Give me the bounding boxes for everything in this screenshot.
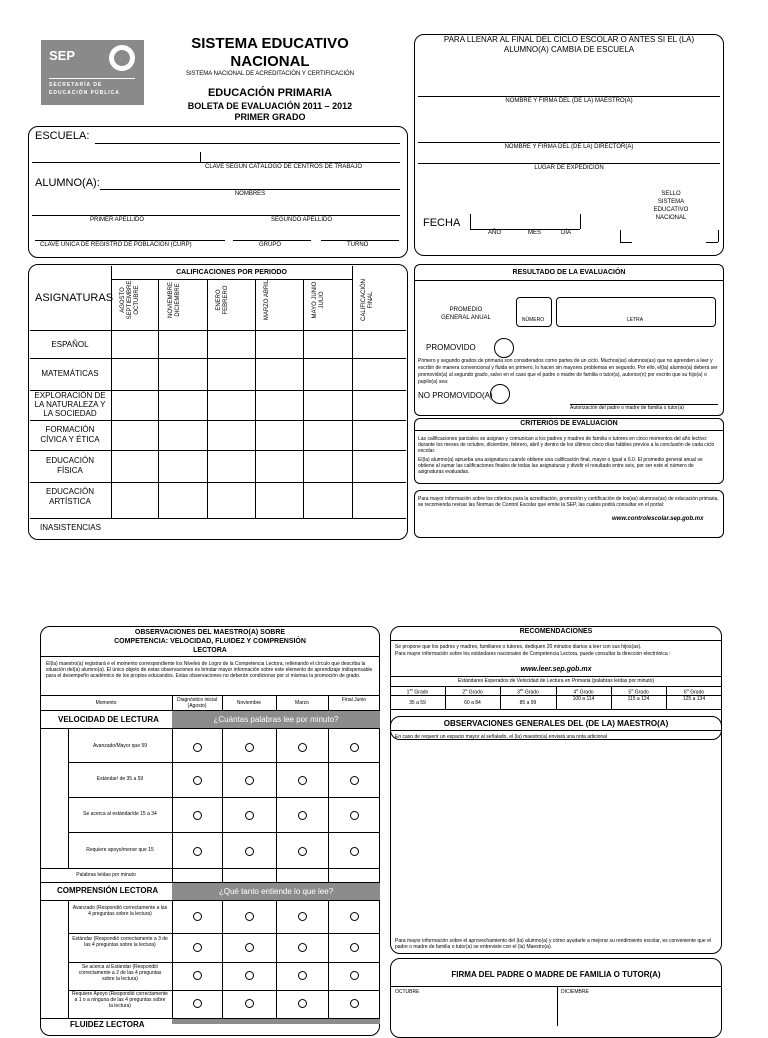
- stamp-label: SELLO SISTEMA EDUCATIVO NACIONAL: [653, 191, 689, 221]
- day-label: DÍA: [561, 230, 572, 236]
- words-per-minute-label: Palabras leídas por minuto: [76, 872, 136, 878]
- speed-circle[interactable]: [245, 743, 254, 752]
- speed-circle[interactable]: [298, 847, 307, 856]
- sep-subtitle-2: EDUCACIÓN PÚBLICA: [49, 90, 120, 96]
- grade-number: 5: [628, 689, 632, 696]
- curp-label: CLAVE ÚNICA DE REGISTRO DE POBLACIÓN (CURP): [40, 242, 192, 248]
- shift-label: TURNO: [347, 242, 369, 248]
- grade-word: Grado: [468, 689, 483, 696]
- criteria-text-1: Las calificaciones parciales se asignan y comunican a los padres y madres de familia o tutores en cinco momentos del año lectivo: durante los meses de octubre, diciembre, febrero, abril y dentro de los últimos cinco días hábiles previos a la conclusión de cada ciclo escolar.: [418, 436, 715, 454]
- grade-6: [666, 687, 722, 696]
- observations-title: OBSERVACIONES DEL MAESTRO(A) SOBRE COMPETENCIA: VELOCIDAD, FLUIDEZ Y COMPRENSIÓN LECTORA: [114, 629, 306, 654]
- promotion-note: Primero y segundo grados de primaria son considerados como partes de un ciclo. Muchos(as) alumnos(as) que no aprenden a leer y escribir de manera convencional y fluida en primero, lo hacen sin mayores problemas en segundo. Por ello, el(la) alumno(a) deberá ser promovido(a) al segundo grado, salvo en el caso que el padre o madre de familia o tutor(a), autorice(n) por escrito que su hijo(a) o pupilo(a) sea:: [418, 358, 718, 385]
- speed-circle[interactable]: [245, 776, 254, 785]
- comp-circle[interactable]: [193, 971, 202, 980]
- range-1: 35 a 59: [409, 700, 426, 706]
- speed-row-4: Requiere apoyo/menor que 15: [86, 847, 154, 853]
- month-label: MES: [528, 230, 542, 236]
- absences-label: INASISTENCIAS: [40, 523, 101, 532]
- speed-circle[interactable]: [193, 743, 202, 752]
- grade-suffix: o: [686, 687, 689, 692]
- recommendations-text-1: Se propone que los padres y madres, familiares o tutores, dediquen 20 minutos diarios a leer con sus hijos(as).: [395, 644, 642, 650]
- grade-word: Grado: [524, 689, 539, 696]
- grade-3: [500, 687, 556, 696]
- general-observations-footer: Para mayor información sobre el aprovechamiento del (la) alumno(a) y cómo ayudarle a mejorar su rendimiento escolar, es conveniente que el padre o madre de familia o tutor(a) se entreviste con el (la) Maestro(a).: [395, 938, 711, 950]
- moment-header: Momento: [95, 700, 117, 706]
- speed-circle[interactable]: [298, 811, 307, 820]
- grade: PRIMER GRADO: [234, 112, 306, 122]
- range-2: 60 a 84: [464, 700, 481, 706]
- grade-number: 3: [517, 689, 520, 696]
- subtitle: SISTEMA NACIONAL DE ACREDITACIÓN Y CERTIFICACIÓN: [185, 71, 355, 77]
- average-label: PROMEDIO GENERAL ANUAL: [441, 307, 491, 321]
- comp-circle[interactable]: [350, 943, 359, 952]
- comp-circle[interactable]: [298, 912, 307, 921]
- sep-logo: [41, 40, 144, 105]
- control-escolar-link[interactable]: www.controlescolar.sep.gob.mx: [612, 516, 704, 522]
- comp-circle[interactable]: [193, 912, 202, 921]
- range-4: 100 a 114: [572, 696, 595, 702]
- col-noviembre: Noviembre: [236, 700, 262, 706]
- grade-5: [611, 687, 666, 696]
- speed-question: ¿Cuántas palabras lee por minuto?: [172, 711, 380, 728]
- leer-link[interactable]: www.leer.sep.gob.mx: [520, 666, 592, 673]
- group-label: GRUPO: [259, 242, 282, 248]
- names-label: NOMBRES: [234, 191, 266, 197]
- subject-espanol: ESPAÑOL: [51, 340, 89, 349]
- comprehension-question: ¿Qué tanto entiende lo que lee?: [172, 883, 380, 900]
- speed-circle[interactable]: [193, 847, 202, 856]
- period-4: MARZO ABRIL: [264, 279, 270, 321]
- speed-row-3: Se acerca al estándar/de 15 a 34: [83, 811, 157, 817]
- comp-circle[interactable]: [245, 912, 254, 921]
- grade-suffix: er: [409, 687, 414, 692]
- comp-circle[interactable]: [298, 999, 307, 1008]
- criteria-title: CRITERIOS DE EVALUACIÓN: [520, 420, 618, 427]
- grade-2: [445, 687, 500, 696]
- grade-word: Grado: [414, 689, 429, 696]
- periods-header: CALIFICACIONES POR PERIODO: [176, 269, 287, 276]
- speed-circle[interactable]: [245, 847, 254, 856]
- speed-circle[interactable]: [350, 811, 359, 820]
- general-observations-text: En caso de requerir un espacio mayor al señalado, el (la) maestro(a) enviará una nota adicional: [395, 734, 608, 740]
- sep-subtitle-1: SECRETARÍA DE: [49, 82, 103, 88]
- number-label: NÚMERO: [521, 317, 545, 323]
- speed-title: VELOCIDAD DE LECTURA: [58, 715, 159, 724]
- student-label: ALUMNO(A):: [35, 177, 100, 189]
- speed-circle[interactable]: [193, 776, 202, 785]
- teacher-signature-label: NOMBRE Y FIRMA DEL (DE LA) MAESTRO(A): [505, 98, 633, 104]
- comp-circle[interactable]: [245, 971, 254, 980]
- col-marzo: Marzo: [295, 700, 309, 706]
- period-1: AGOSTO SEPTIEMBRE OCTUBRE: [120, 280, 140, 320]
- grade-1: [390, 687, 445, 696]
- clave-label: CLAVE SEGÚN CATÁLOGO DE CENTROS DE TRABAJO: [205, 164, 363, 170]
- recommendations-title: RECOMENDACIONES: [519, 628, 593, 635]
- grade-suffix: er: [519, 687, 524, 692]
- speed-circle[interactable]: [350, 743, 359, 752]
- standards-title: Estándares Esperados de Velocidad de Lectura en Primaria (palabras leídas por minuto): [457, 678, 655, 684]
- period-3: ENERO FEBRERO: [216, 285, 229, 315]
- grade-4: [556, 687, 611, 696]
- grade-suffix: o: [576, 687, 579, 692]
- range-6: 125 a 134: [682, 696, 706, 702]
- period-5: MAYO JUNIO JULIO: [312, 281, 325, 319]
- place-label: LUGAR DE EXPEDICIÓN: [534, 165, 604, 171]
- comp-circle[interactable]: [350, 999, 359, 1008]
- director-signature-label: NOMBRE Y FIRMA DEL (DE LA) DIRECTOR(A): [504, 144, 634, 150]
- october-label: OCTUBRE: [395, 989, 420, 995]
- parent-signature-title: FIRMA DEL PADRE O MADRE DE FAMILIA O TUTOR(A): [451, 970, 661, 979]
- first-surname-label: PRIMER APELLIDO: [90, 217, 145, 223]
- subject-artistica: EDUCACIÓN ARTÍSTICA: [45, 487, 94, 506]
- col-diagnostico: Diagnóstico inicial (Agosto): [176, 697, 218, 709]
- grade-word: Grado: [634, 689, 649, 696]
- range-5: 115 a 124: [627, 696, 650, 702]
- grade-number: 4: [573, 689, 577, 696]
- comp-circle[interactable]: [245, 999, 254, 1008]
- speed-circle[interactable]: [245, 811, 254, 820]
- speed-circle[interactable]: [350, 847, 359, 856]
- grade-number: 2: [462, 689, 466, 696]
- recommendations-text-2: Para mayor información sobre los estándares nacionales de Competencia Lectora, puede consultar la dirección electrónica :: [395, 651, 671, 657]
- comp-circle[interactable]: [193, 999, 202, 1008]
- subject-exploracion: EXPLORACIÓN DE LA NATURALEZA Y LA SOCIEDAD: [34, 391, 106, 418]
- year-label: AÑO: [488, 230, 502, 236]
- comp-row-4: Requiere Apoyo (Respondió correctamente a 1 o a ninguna de las 4 preguntas sobre la lectura): [72, 991, 168, 1009]
- final-grade-header: CALIFICACIÓN FINAL: [361, 279, 374, 322]
- speed-circle[interactable]: [298, 776, 307, 785]
- comp-circle[interactable]: [298, 943, 307, 952]
- promoted-circle[interactable]: [494, 338, 514, 358]
- comp-circle[interactable]: [245, 943, 254, 952]
- sign-instruction: PARA LLENAR AL FINAL DEL CICLO ESCOLAR O ANTES SI EL (LA) ALUMNO(A) CAMBIA DE ESCUELA: [443, 35, 695, 54]
- result-title: RESULTADO DE LA EVALUACIÓN: [512, 269, 626, 276]
- sep-logo-text: SEP: [49, 48, 76, 63]
- general-observations-title: OBSERVACIONES GENERALES DEL (DE LA) MAESTRO(A): [443, 719, 669, 728]
- comp-row-3: Se acerca al Estándar (Respondió correctamente a 2 de las 4 preguntas sobre la lectura): [78, 964, 162, 982]
- date-label: FECHA: [423, 217, 461, 229]
- fluency-question-bar: [172, 1019, 380, 1024]
- not-promoted-circle[interactable]: [490, 384, 510, 404]
- speed-circle[interactable]: [193, 811, 202, 820]
- grade-word: Grado: [690, 689, 705, 696]
- subjects-header: ASIGNATURAS: [35, 292, 114, 304]
- info-text: Para mayor información sobre los criterios para la acreditación, promoción y certificación de los(as) alumnos(as) de educación primaria, se recomienda revisar las Normas de Control Escolar que emite la SEP, las cuales podrá consultar en el portal:: [418, 496, 719, 508]
- comprehension-title: COMPRENSIÓN LECTORA: [57, 886, 159, 895]
- speed-circle[interactable]: [350, 776, 359, 785]
- grade-number: 6: [683, 689, 687, 696]
- comp-circle[interactable]: [193, 943, 202, 952]
- december-label: DICIEMBRE: [561, 989, 589, 995]
- criteria-text-2: El(la) alumno(a) aprueba una asignatura cuando obtiene una calificación final, mayor o igual a 6.0. El promedio general anual se obtiene al sumar las calificaciones finales de todas las asignaturas y dividir el resultado entre seis, por ser este el número de asignaturas evaluadas.: [418, 457, 703, 475]
- authorization-label: Autorización del padre o madre de familia o tutor(a): [570, 405, 684, 411]
- not-promoted-label: NO PROMOVIDO(A): [418, 391, 493, 400]
- comp-circle[interactable]: [298, 971, 307, 980]
- promoted-label: PROMOVIDO: [426, 343, 476, 352]
- grade-suffix: o: [465, 687, 468, 692]
- subject-fisica: EDUCACIÓN FÍSICA: [45, 456, 94, 475]
- subject-civica: FORMACIÓN CÍVICA Y ÉTICA: [40, 425, 100, 444]
- period-2: NOVIEMBRE DICIEMBRE: [168, 282, 181, 319]
- comp-row-1: Avanzado (Respondió correctamente a las 4 preguntas sobre la lectura): [72, 905, 168, 917]
- title-line-1: SISTEMA EDUCATIVO: [191, 35, 349, 52]
- general-observations-box: [390, 716, 722, 954]
- school-label: ESCUELA:: [35, 130, 90, 142]
- speed-row-2: Estándar/ de 35 a 59: [96, 776, 144, 782]
- speed-circle[interactable]: [298, 743, 307, 752]
- grade-suffix: o: [631, 687, 634, 692]
- second-surname-label: SEGUNDO APELLIDO: [271, 217, 333, 223]
- eagle-seal-icon: [109, 45, 135, 71]
- title-line-2: NACIONAL: [230, 53, 310, 70]
- range-3: 85 a 99: [519, 700, 537, 706]
- level: EDUCACIÓN PRIMARIA: [207, 87, 333, 99]
- comp-row-2: Estándar (Respondió correctamente a 3 de las 4 preguntas sobre la lectura): [72, 936, 168, 948]
- letter-label: LETRA: [626, 317, 644, 323]
- col-final: Final Junio: [341, 697, 367, 703]
- boleta: BOLETA DE EVALUACIÓN 2011 – 2012: [187, 101, 353, 111]
- observations-intro: El(la) maestro(a) registrará e el momento correspondiente los Niveles de Logro de la Competencia Lectora, rellenando el círculo que describa la situación del(a) alumno(a). El único objeto de estas observaciones es brindar mayor información sobre este elemento de aprendizaje indispensable para el desempeño académico de los propios educandos. Estas observaciones no deberán condicionar por sí mismas la promoción de grado.: [46, 661, 373, 679]
- comp-circle[interactable]: [350, 912, 359, 921]
- comp-circle[interactable]: [350, 971, 359, 980]
- grade-number: 1: [406, 689, 410, 696]
- subject-matematicas: MATEMÁTICAS: [41, 369, 99, 378]
- grade-word: Grado: [579, 689, 594, 696]
- fluency-title: FLUIDEZ LECTORA: [70, 1020, 145, 1029]
- speed-row-1: Avanzado/Mayor que 59: [92, 743, 148, 749]
